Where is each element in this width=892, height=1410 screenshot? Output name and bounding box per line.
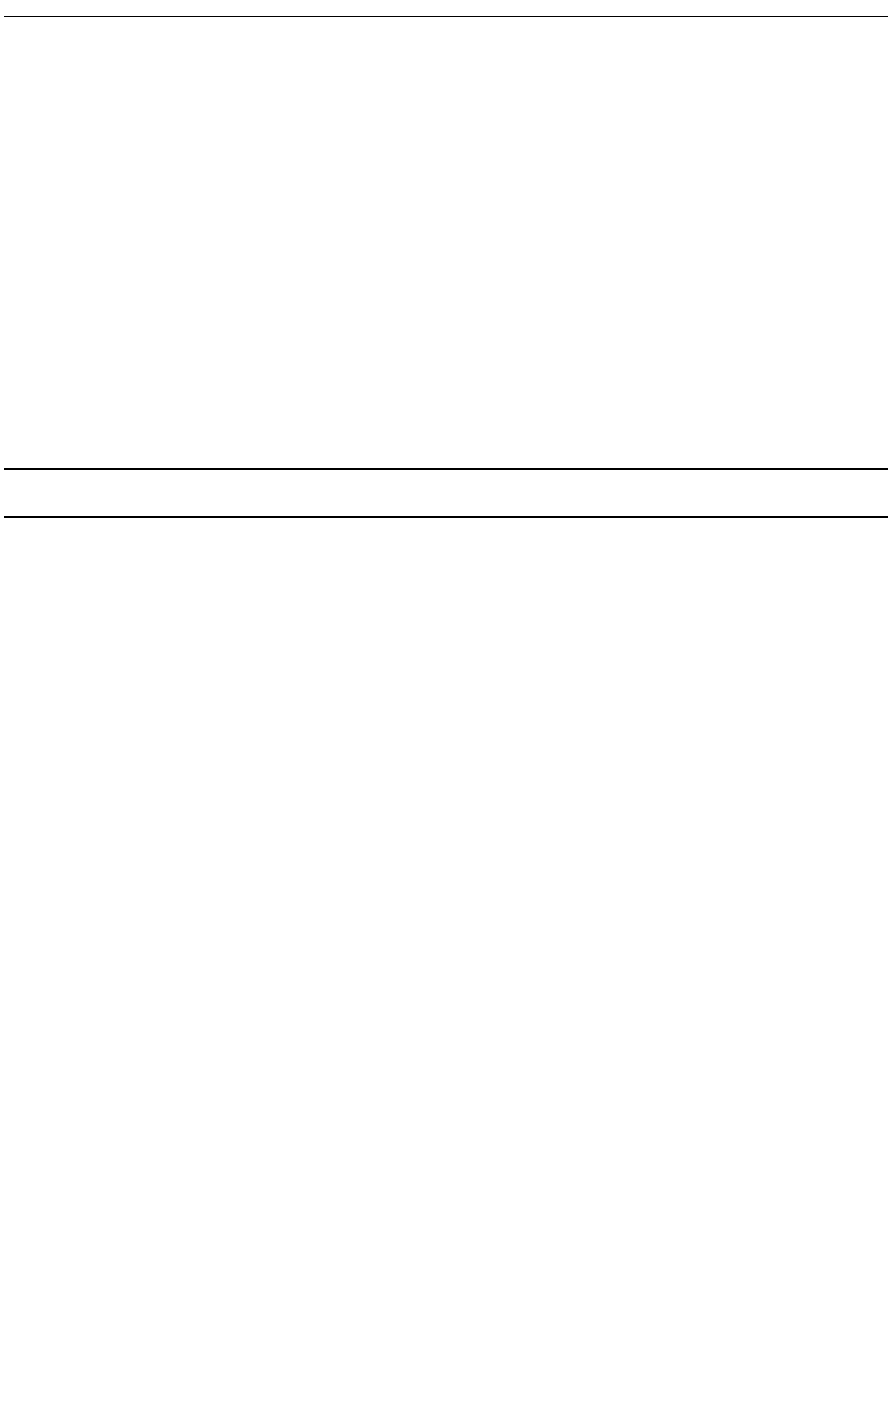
help-wanted-section (4, 16, 888, 467)
home-service-guide-banner (4, 468, 888, 518)
newspaper-page (4, 2, 888, 1406)
service-guide-section (4, 518, 888, 1406)
page-folio (4, 2, 888, 14)
